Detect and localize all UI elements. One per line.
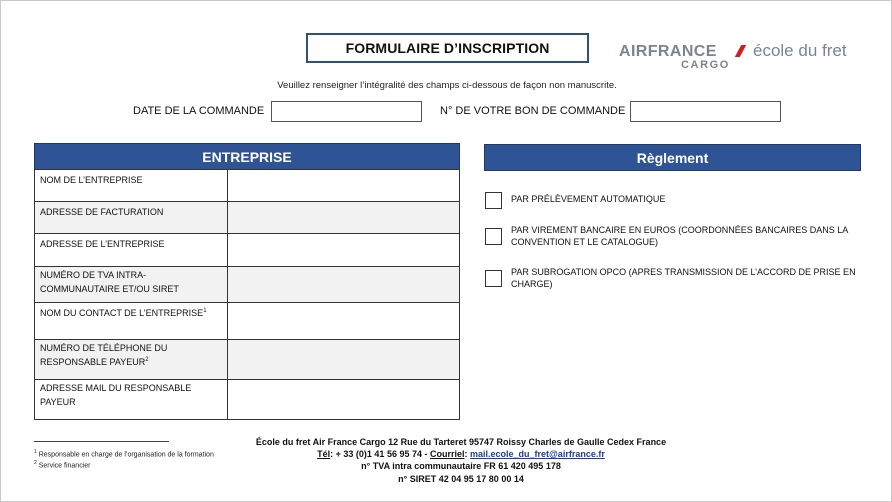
logo-cargo: CARGO <box>681 59 730 71</box>
order-number-label: N° DE VOTRE BON DE COMMANDE <box>440 105 626 117</box>
instructions-text: Veuillez renseigner l’intégralité des champs ci-dessous de façon non manuscrite. <box>277 80 617 91</box>
table-row <box>35 303 460 340</box>
row-label: ADRESSE MAIL DU RESPONSABLE PAYEUR <box>35 380 228 420</box>
order-date-label: DATE DE LA COMMANDE <box>133 105 265 117</box>
contact-name-field[interactable] <box>228 303 460 340</box>
form-title: FORMULAIRE D’INSCRIPTION <box>306 33 589 63</box>
tel-value: : + 33 (0)1 41 56 95 74 - <box>330 449 430 459</box>
row-label: NUMÉRO DE TVA INTRA-COMMUNAUTAIRE ET/OU SIRET <box>35 267 228 303</box>
air-france-cargo-logo <box>619 41 869 75</box>
table-row <box>35 234 460 267</box>
payment-option-label: PAR SUBROGATION OPCO (APRES TRANSMISSION DE L’ACCORD DE PRISE EN CHARGE) <box>511 267 856 289</box>
mail-sep: : <box>464 449 470 459</box>
row-label: NOM DU CONTACT DE L’ENTREPRISE$^1$ <box>35 303 228 340</box>
vat-siret-field[interactable] <box>228 267 460 303</box>
payer-email-field[interactable] <box>228 380 460 420</box>
table-row <box>35 170 460 202</box>
company-name-field[interactable] <box>228 170 460 202</box>
tel-label: Tél <box>317 449 331 459</box>
order-date-field[interactable] <box>271 101 422 122</box>
order-number-field[interactable] <box>630 101 781 122</box>
row-label: ADRESSE DE FACTURATION <box>35 202 228 234</box>
mail-label: Courriel <box>429 449 465 459</box>
footnote-divider <box>34 441 169 442</box>
opco-checkbox[interactable] <box>485 270 502 287</box>
footer-contact <box>201 448 721 460</box>
entreprise-table <box>34 169 460 420</box>
reglement-header: Règlement <box>484 144 861 171</box>
footer-siret: n° SIRET 42 04 95 17 80 00 14 <box>398 474 524 484</box>
logo-slash-icon <box>735 45 746 57</box>
table-row <box>35 202 460 234</box>
direct-debit-checkbox[interactable] <box>485 192 502 209</box>
footer-address: École du fret Air France Cargo 12 Rue du Tarteret 95747 Roissy Charles de Gaulle Cedex France <box>255 437 667 447</box>
payment-option-label: PAR PRÉLÈVEMENT AUTOMATIQUE <box>511 194 666 204</box>
entreprise-header: ENTREPRISE <box>34 143 460 170</box>
billing-address-field[interactable] <box>228 202 460 234</box>
payer-phone-field[interactable] <box>228 340 460 380</box>
table-row <box>35 380 460 420</box>
table-row <box>35 340 460 380</box>
table-row <box>35 267 460 303</box>
footer-tva: n° TVA intra communautaire FR 61 420 495 178 <box>361 461 561 471</box>
payment-option-label: PAR VIREMENT BANCAIRE EN EUROS (COORDONNÉES BANCAIRES DANS LA CONVENTION ET LE CATALOGUE) <box>511 225 848 247</box>
footnote-2: $^2$ Service financier <box>34 460 91 470</box>
bank-transfer-checkbox[interactable] <box>485 228 502 245</box>
row-label: NUMÉRO DE TÉLÉPHONE DU RESPONSABLE PAYEUR$^2$ <box>35 340 228 380</box>
email-link[interactable]: mail.ecole_du_fret@airfrance.fr <box>470 449 605 459</box>
footnote-1: $^1$ Responsable en charge de l’organisation de la formation <box>34 449 214 459</box>
row-label: NOM DE L’ENTREPRISE <box>35 170 228 202</box>
logo-school: école du fret <box>753 41 847 60</box>
row-label: ADRESSE DE L’ENTREPRISE <box>35 234 228 267</box>
logo-brand: AIRFRANCE <box>619 43 717 60</box>
company-address-field[interactable] <box>228 234 460 267</box>
